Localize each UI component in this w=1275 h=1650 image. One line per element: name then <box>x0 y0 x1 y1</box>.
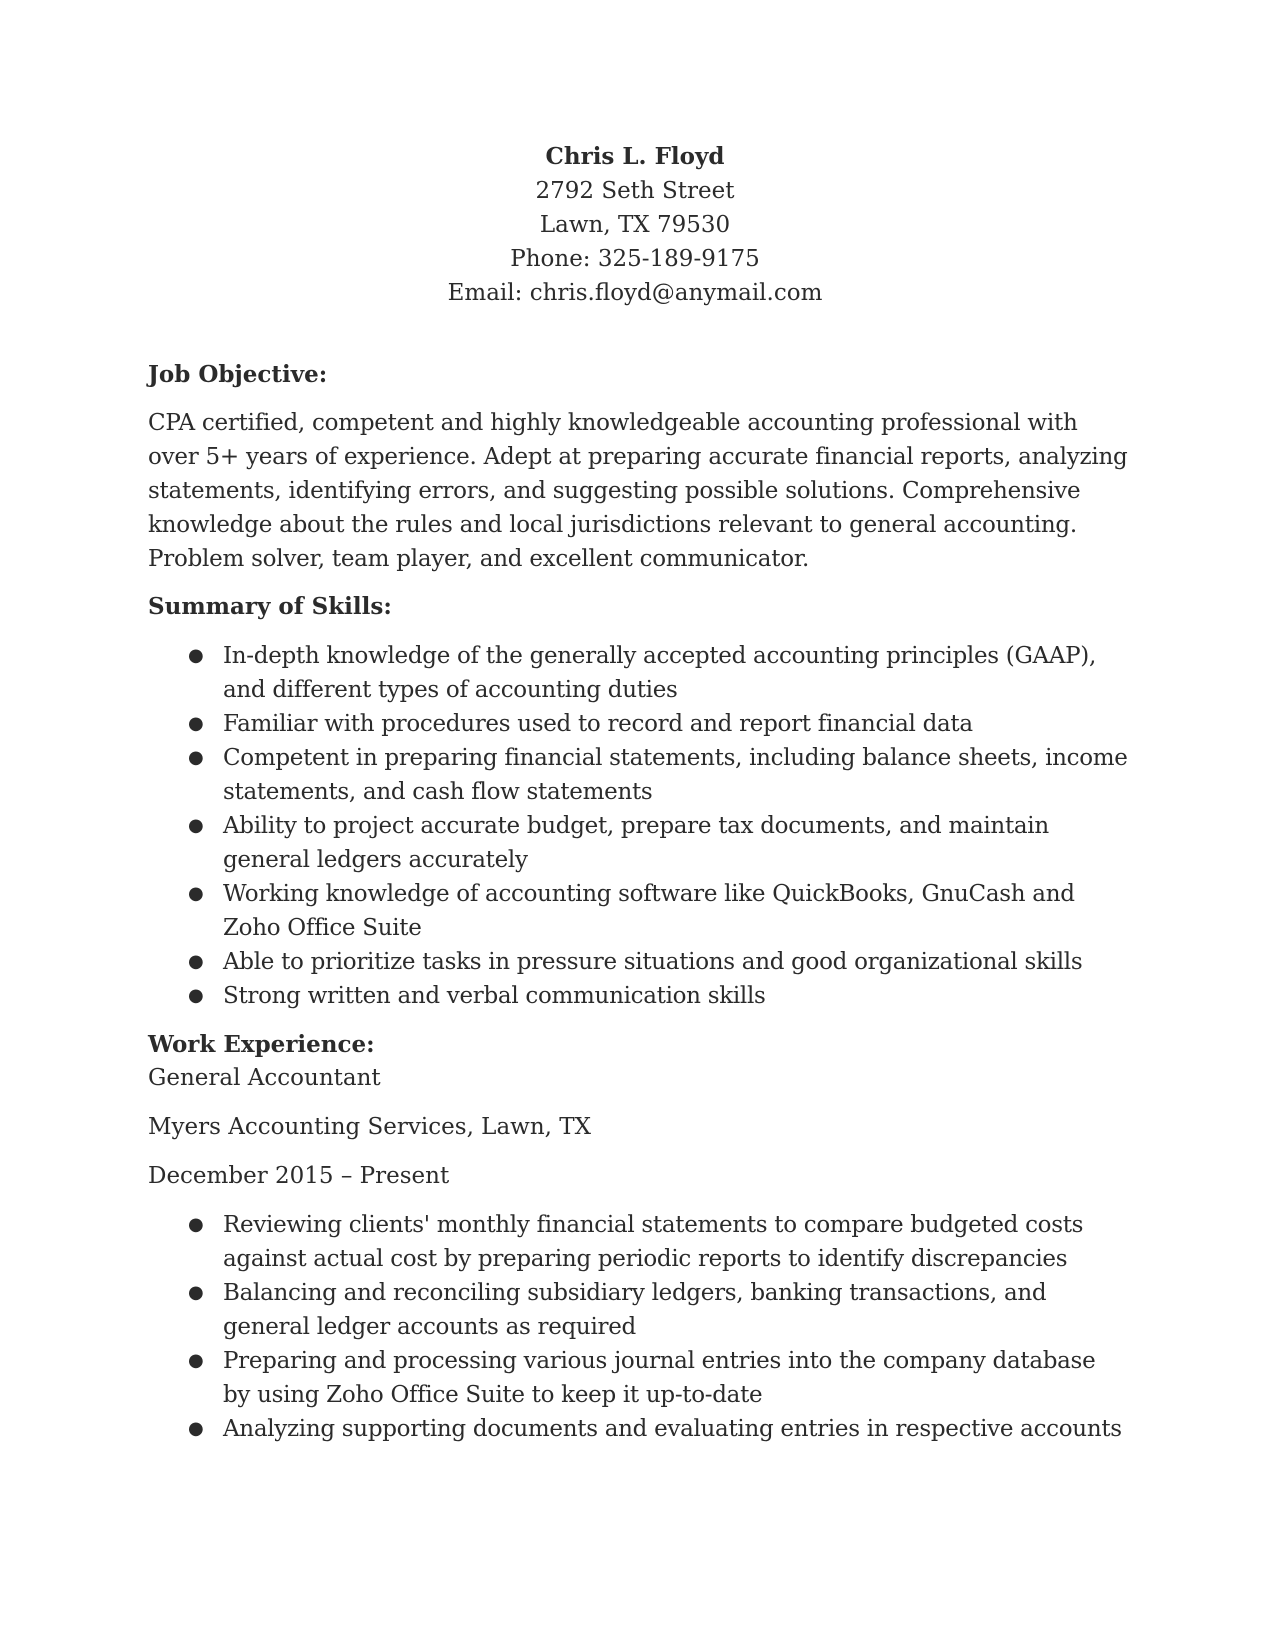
list-item <box>148 877 1128 945</box>
list-item <box>148 979 1128 1013</box>
company-name: Myers Accounting Services, Lawn, TX <box>148 1114 592 1140</box>
job-title: General Accountant <box>148 1065 381 1091</box>
list-item <box>148 1412 1128 1446</box>
duties-list <box>148 1208 1128 1446</box>
list-item <box>148 1344 1128 1412</box>
skill-text: Strong written and verbal communication skills <box>223 983 766 1009</box>
skill-text: Ability to project accurate budget, prepare tax documents, and maintain general ledgers accurately <box>223 813 1049 873</box>
bullet-icon: ● <box>188 645 204 666</box>
bullet-icon: ● <box>188 883 204 904</box>
objective-text: CPA certified, competent and highly knowledgeable accounting professional with over 5+ years of experience. Adept at preparing accurate financial reports, analyzing statements, identifying errors, and suggesting possible solutions. Comprehensive knowledge about the rules and local jurisdictions relevant to general accounting. Problem solver, team player, and excellent communicator. <box>148 410 1128 572</box>
bullet-icon: ● <box>188 713 204 734</box>
list-item <box>148 945 1128 979</box>
bullet-icon: ● <box>188 1282 204 1303</box>
bullet-icon: ● <box>188 985 204 1006</box>
bullet-icon: ● <box>188 1350 204 1371</box>
skill-text: In-depth knowledge of the generally accepted accounting principles (GAAP), and different types of accounting duties <box>223 643 1096 703</box>
city-state-zip: Lawn, TX 79530 <box>539 212 731 238</box>
list-item <box>148 741 1128 809</box>
bullet-icon: ● <box>188 1418 204 1439</box>
bullet-icon: ● <box>188 1214 204 1235</box>
duty-text: Balancing and reconciling subsidiary ledgers, banking transactions, and general ledger accounts as required <box>223 1280 1047 1340</box>
skills-heading: Summary of Skills: <box>148 593 392 620</box>
email-address: Email: chris.floyd@anymail.com <box>447 280 823 306</box>
bullet-icon: ● <box>188 747 204 768</box>
contact-header <box>142 140 1128 310</box>
phone-number: Phone: 325-189-9175 <box>510 246 760 272</box>
candidate-name: Chris L. Floyd <box>545 143 725 170</box>
list-item <box>148 639 1128 707</box>
bullet-icon: ● <box>188 951 204 972</box>
duty-text: Preparing and processing various journal entries into the company database by using Zoho Office Suite to keep it up-to-date <box>223 1348 1096 1408</box>
duty-text: Analyzing supporting documents and evaluating entries in respective accounts <box>223 1416 1122 1442</box>
skill-text: Able to prioritize tasks in pressure situations and good organizational skills <box>223 949 1083 975</box>
resume-page <box>148 140 1128 1446</box>
skill-text: Competent in preparing financial statements, including balance sheets, income statements, and cash flow statements <box>223 745 1128 805</box>
skill-text: Working knowledge of accounting software like QuickBooks, GnuCash and Zoho Office Suite <box>223 881 1075 941</box>
employment-dates: December 2015 – Present <box>148 1163 450 1189</box>
skills-list <box>148 639 1128 1013</box>
list-item <box>148 1276 1128 1344</box>
duty-text: Reviewing clients' monthly financial statements to compare budgeted costs against actual cost by preparing periodic reports to identify discrepancies <box>223 1212 1084 1272</box>
experience-heading: Work Experience: <box>148 1031 375 1058</box>
objective-heading: Job Objective: <box>148 361 328 388</box>
bullet-icon: ● <box>188 815 204 836</box>
list-item <box>148 809 1128 877</box>
list-item <box>148 1208 1128 1276</box>
skill-text: Familiar with procedures used to record and report financial data <box>223 711 973 737</box>
list-item <box>148 707 1128 741</box>
street-address: 2792 Seth Street <box>535 178 735 204</box>
